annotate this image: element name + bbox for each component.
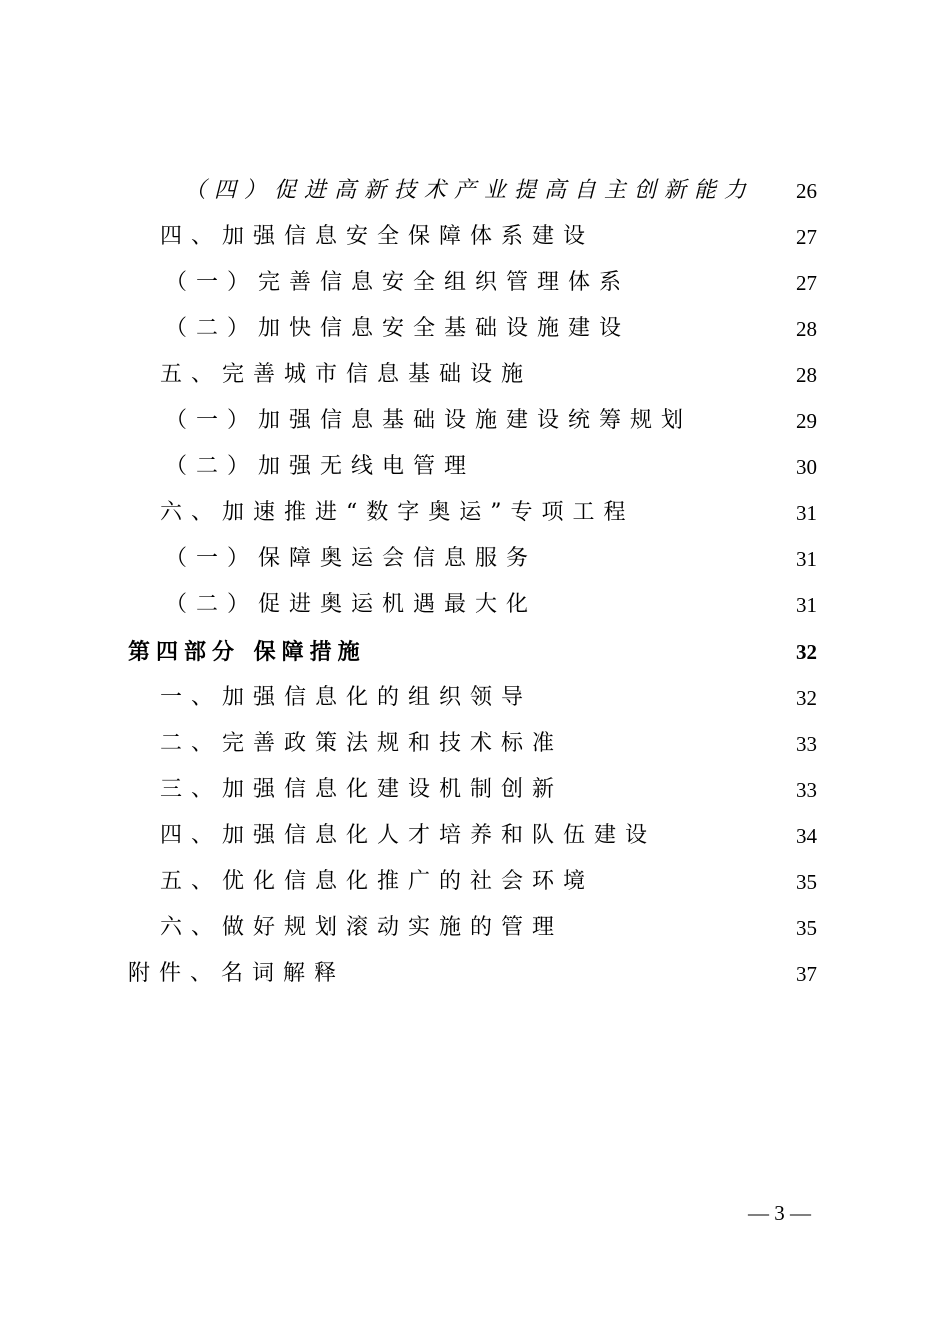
toc-entry <box>0 268 950 314</box>
toc-entry-label: 六、做好规划滚动实施的管理 <box>160 915 564 940</box>
toc-entry-label: （四）促进高新技术产业提高自主创新能力 <box>184 178 755 203</box>
toc-entry-label: （二）促进奥运机遇最大化 <box>165 592 538 617</box>
toc-entry-label: 第四部分 保障措施 <box>128 639 366 665</box>
toc-entry-label: 三、加强信息化建设机制创新 <box>160 777 564 802</box>
toc-entry <box>0 176 950 222</box>
toc-entry-page: 26 <box>796 179 817 203</box>
toc-part-heading <box>0 637 950 683</box>
toc-entry-label: （二）加强无线电管理 <box>165 454 476 479</box>
toc-entry-label: 一、加强信息化的组织领导 <box>160 685 533 710</box>
toc-entry-page: 27 <box>796 271 817 295</box>
toc-entry-page: 35 <box>796 870 817 894</box>
toc-entry-label: 四、加强信息安全保障体系建设 <box>160 224 595 249</box>
toc-entry-page: 28 <box>796 363 817 387</box>
toc-entry-label: 六、加速推进“数字奥运”专项工程 <box>160 500 635 525</box>
toc-entry-page: 29 <box>796 409 817 433</box>
toc-entry-label: （一）完善信息安全组织管理体系 <box>165 270 631 295</box>
toc-entry-page: 37 <box>796 962 817 986</box>
toc-entry-label: 二、完善政策法规和技术标准 <box>160 731 564 756</box>
toc-entry <box>0 544 950 590</box>
toc-entry <box>0 452 950 498</box>
toc-entry-page: 30 <box>796 455 817 479</box>
toc-entry <box>0 913 950 959</box>
toc-entry-page: 28 <box>796 317 817 341</box>
toc-entry <box>0 683 950 729</box>
toc-entry <box>0 821 950 867</box>
toc-entry-page: 35 <box>796 916 817 940</box>
toc-entry-label: （二）加快信息安全基础设施建设 <box>165 316 631 341</box>
toc-entry <box>0 959 950 1005</box>
toc-entry <box>0 314 950 360</box>
toc-entry <box>0 360 950 406</box>
toc-entry <box>0 498 950 544</box>
toc-entry-page: 34 <box>796 824 817 848</box>
toc-entry-page: 31 <box>796 501 817 525</box>
toc-entry-label: （一）加强信息基础设施建设统筹规划 <box>165 408 693 433</box>
toc-entry-label: 五、优化信息化推广的社会环境 <box>160 869 595 894</box>
toc-entry-page: 31 <box>796 547 817 571</box>
toc-entry <box>0 775 950 821</box>
toc-entry <box>0 406 950 452</box>
toc-entry <box>0 222 950 268</box>
toc-entry-page: 33 <box>796 778 817 802</box>
toc-entry-page: 27 <box>796 225 817 249</box>
toc-entry <box>0 590 950 636</box>
toc-entry-label: 附件、名词解释 <box>128 961 346 986</box>
toc-entry <box>0 867 950 913</box>
page-number: — 3 — <box>748 1201 811 1225</box>
toc-entry-page: 33 <box>796 732 817 756</box>
toc-entry <box>0 729 950 775</box>
toc-entry-label: （一）保障奥运会信息服务 <box>165 546 538 571</box>
toc-entry-label: 五、完善城市信息基础设施 <box>160 362 533 387</box>
toc-entry-page: 31 <box>796 593 817 617</box>
toc-entry-page: 32 <box>796 686 817 710</box>
toc-entry-label: 四、加强信息化人才培养和队伍建设 <box>160 823 657 848</box>
toc-entry-page: 32 <box>796 640 817 664</box>
